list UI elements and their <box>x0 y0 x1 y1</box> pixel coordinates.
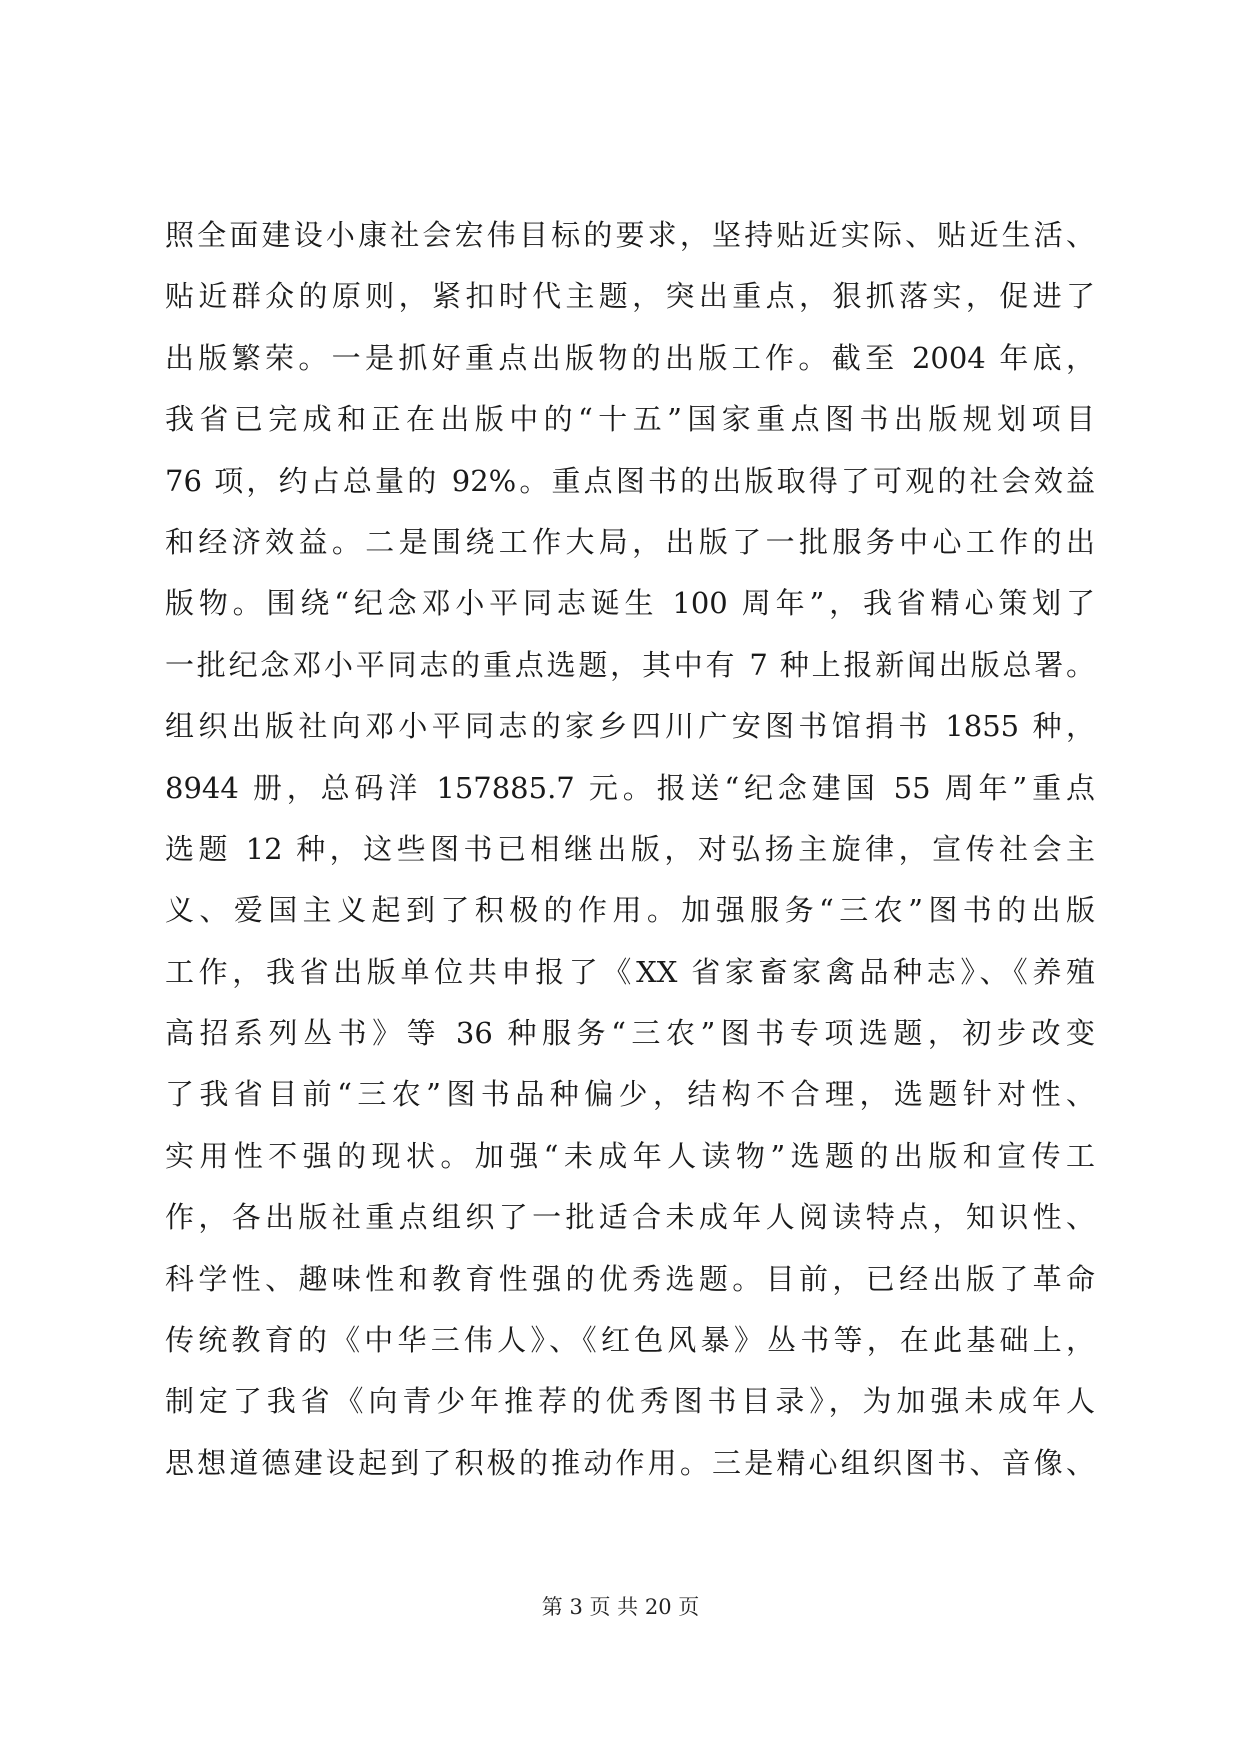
text-line: 实用性不强的现状。加强“未成年人读物”选题的出版和宣传工 <box>165 1138 1095 1173</box>
text-line: 贴近群众的原则，紧扣时代主题，突出重点，狠抓落实，促进了 <box>165 279 1095 314</box>
text-line: 组织出版社向邓小平同志的家乡四川广安图书馆捐书 1855 种， <box>165 709 1095 744</box>
text-line: 照全面建设小康社会宏伟目标的要求，坚持贴近实际、贴近生活、 <box>165 218 1095 252</box>
text-line: 选题 12 种，这些图书已相继出版，对弘扬主旋律，宣传社会主 <box>165 831 1095 866</box>
text-line: 传统教育的《中华三伟人》、《红色风暴》丛书等，在此基础上， <box>165 1323 1095 1358</box>
text-line: 8944 册，总码洋 157885.7 元。报送“纪念建国 55 周年”重点 <box>165 770 1095 805</box>
text-line: 和经济效益。二是围绕工作大局，出版了一批服务中心工作的出 <box>165 524 1095 559</box>
text-line: 义、爱国主义起到了积极的作用。加强服务“三农”图书的出版 <box>165 893 1095 928</box>
text-line: 科学性、趣味性和教育性强的优秀选题。目前，已经出版了革命 <box>165 1261 1095 1296</box>
text-line: 一批纪念邓小平同志的重点选题，其中有 7 种上报新闻出版总署。 <box>165 647 1095 682</box>
text-line: 我省已完成和正在出版中的“十五”国家重点图书出版规划项目 <box>165 402 1095 437</box>
text-line: 工作，我省出版单位共申报了《XX 省家畜家禽品种志》、《养殖 <box>165 954 1095 989</box>
page-number-footer: 第 3 页 共 20 页 <box>541 1595 700 1619</box>
text-line: 版物。围绕“纪念邓小平同志诞生 100 周年”，我省精心策划了 <box>165 586 1095 621</box>
text-line: 76 项，约占总量的 92%。重点图书的出版取得了可观的社会效益 <box>165 463 1095 498</box>
text-line: 高招系列丛书》等 36 种服务“三农”图书专项选题，初步改变 <box>165 1016 1095 1051</box>
body-text <box>165 205 1095 1494</box>
text-line: 出版繁荣。一是抓好重点出版物的出版工作。截至 2004 年底， <box>165 340 1095 375</box>
text-line: 作，各出版社重点组织了一批适合未成年人阅读特点，知识性、 <box>165 1200 1095 1235</box>
text-line: 思想道德建设起到了积极的推动作用。三是精心组织图书、音像、 <box>165 1445 1095 1480</box>
text-line: 制定了我省《向青少年推荐的优秀图书目录》，为加强未成年人 <box>165 1384 1095 1419</box>
text-line: 了我省目前“三农”图书品种偏少，结构不合理，选题针对性、 <box>165 1077 1095 1112</box>
